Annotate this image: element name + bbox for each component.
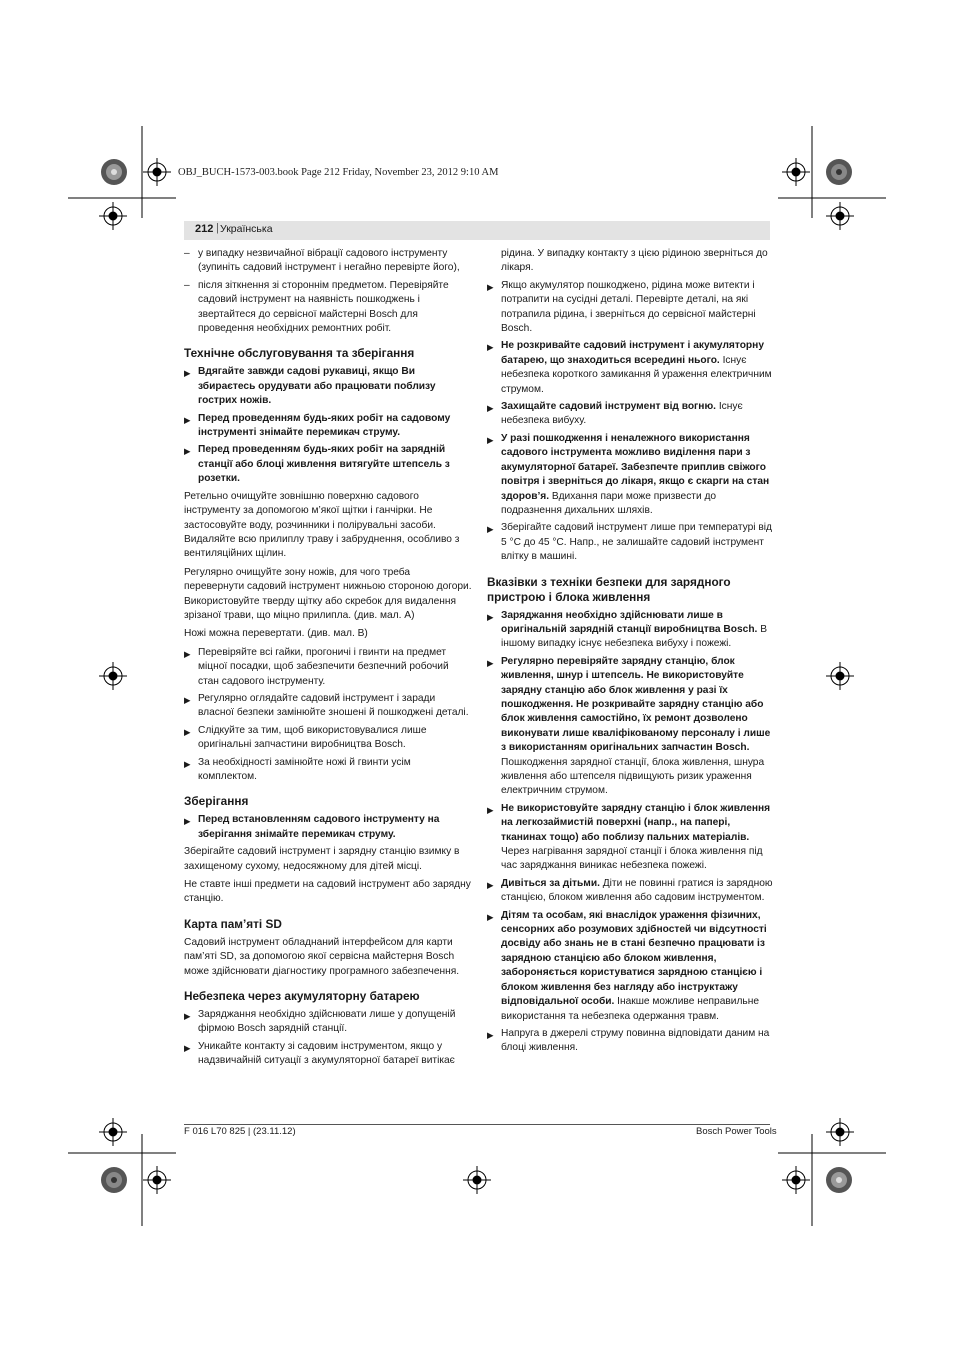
bullet-item: ▶ Уникайте контакту зі садовим інструментом, якщо у надзвичайній ситуації з акумуляторної батареї витікає [184, 1040, 455, 1067]
paragraph: Садовий інструмент обладнаний інтерфейсом для карти пам’яті SD, за допомогою якої сервісна майстерня Bosch може здійснювати діагностику програмного забезпечення. [184, 936, 460, 977]
footer-doc-code: F 016 L70 825 | (23.11.12) [184, 1126, 296, 1137]
bullet-item: ▶ Якщо акумулятор пошкоджено, рідина може витекти і потрапити на сусідні деталі. Перевірте деталі, на які потрапила рідина, і зверніться до сервісної майстерні Bosch. [487, 279, 756, 335]
bullet-item: ▶ Перевіряйте всі гайки, прогоничі і гвинти на предмет міцної посадки, щоб забезпечити безпечний робочий стан садового інструменту. [184, 646, 449, 687]
warning-bullet: ▶ Перед проведенням будь-яких робіт на зарядній станції або блоці живлення витягуйте штепсель з розетки. [184, 444, 450, 485]
bullet-item: ▶ Напруга в джерелі струму повинна відповідати даним на блоці живлення. [487, 1027, 770, 1054]
header-separator: | [216, 222, 219, 234]
dash-item: – у випадку незвичайної вібрації садового інструменту (зупиніть садовий інструмент і негайно перевірте його), [184, 248, 460, 274]
warning-bullet: ▶ Вдягайте завжди садові рукавиці, якщо Ви збираєтесь орудувати або працювати поблизу гострих ножів. [184, 366, 436, 407]
bullet-item: ▶ Регулярно оглядайте садовий інструмент і заради власної безпеки замінюйте зношені й пошкоджені деталі. [184, 692, 469, 719]
bullet-item: ▶ Зберігайте садовий інструмент лише при температурі від 5 °C до 45 °C. Напр., не залишайте садовий інструмент влітку в машині. [487, 522, 772, 563]
paragraph: Регулярно очищуйте зону ножів, для чого треба перевернути садовий інструмент нижньою стороною догори. Використовуйте тверду щітку або скребок для видалення зрізаної трави, що міцно прилипла. (див. мал. A) [184, 566, 472, 621]
section-heading-battery: Небезпека через акумуляторну батарею [184, 989, 420, 1004]
warning-bullet: ▶ Дивіться за дітьми. Діти не повинні гратися із зарядною станцією, блоком живлення або садовим інструментом. [487, 877, 773, 904]
warning-bullet: ▶ Перед проведенням будь-яких робіт на садовому інструменті знімайте перемикач струму. [184, 412, 451, 439]
warning-bullet: ▶ Регулярно перевіряйте зарядну станцію, блок живлення, шнур і штепсель. Не використовуйте зарядну станцію або блок живлення у разі їх пошкодження. Не розкривайте зарядну станцію або блок живлення самостійно, їх ремонт дозволено виконувати лише кваліфікованому персоналу і лише з використанням оригінальних запчастин Bosch. Пошкодження зарядної станції, блока живлення, шнура живлення або штепселя підвищують ризик ураження електричним струмом. [487, 655, 771, 797]
warning-bullet: ▶ Не використовуйте зарядну станцію і блок живлення на легкозаймистій поверхні (напр., на папері, тканинах тощо) або поблизу пальних матеріалів. Через нагрівання зарядної станції і блока живлення під час заряджання виникає небезпека пожежі. [487, 802, 771, 872]
warning-bullet: ▶ Дітям та особам, які внаслідок ураження фізичних, сенсорних або розумових здібностей чи відсутності досвіду або знань не в стані безпечно працювати із зарядною станцією або блоком живлення, забороняється користуватися зарядною станцією і блоком живлення без нагляду або інструктажу відповідальної особи. Інакше можливе неправильне використання та небезпека одержання травм. [487, 909, 767, 1022]
bullet-item: ▶ Слідкуйте за тим, щоб використовувалися лише оригінальні запчастини виробництва Bosch. [184, 724, 427, 751]
language-label: Українська [220, 223, 273, 235]
page-header-bar [184, 221, 770, 240]
left-column [184, 247, 472, 1072]
footer-rule [184, 1124, 770, 1125]
paragraph: Ретельно очищуйте зовнішню поверхню садового інструменту за допомогою м’якої щітки і ганчірки. Не застосовуйте воду, розчинники і полірувальні засоби. Видаляйте всю прилиплу траву і забруднення, особливо з вентиляційних щілин. [184, 490, 460, 560]
paragraph: Зберігайте садовий інструмент і зарядну станцію взимку в захищеному сухому, недосяжному для дітей місці. [184, 846, 460, 872]
bullet-item: ▶ Заряджання необхідно здійснювати лише у допущеній фірмою Bosch зарядній станції. [184, 1009, 456, 1035]
paragraph: Ножі можна перевертати. (див. мал. B) [184, 628, 368, 640]
section-heading-charger-safety: Вказівки з техніки безпеки для зарядного пристрою і блока живлення [487, 574, 731, 604]
section-heading-storage: Зберігання [184, 794, 249, 809]
section-heading-sd-card: Карта пам’яті SD [184, 916, 282, 931]
dash-item: – після зіткнення зі стороннім предметом. Перевіряйте садовий інструмент на наявність пошкоджень і звертайтеся до сервісної майстерні Bosch для проведення необхідних ремонтних робіт. [184, 279, 449, 335]
warning-bullet: ▶ Захищайте садовий інструмент від вогню. Існує небезпека вибуху. [487, 401, 743, 427]
continued-text: рідина. У випадку контакту з цією рідиною зверніться до лікаря. [501, 248, 768, 274]
section-heading-maintenance: Технічне обслуговування та зберігання [184, 346, 415, 361]
warning-bullet: ▶ Заряджання необхідно здійснювати лише в оригінальній зарядній станції виробництва Bosch. В іншому випадку існує небезпека вибуху і пожежі. [487, 609, 768, 650]
paragraph: Не ставте інші предмети на садовий інструмент або зарядну станцію. [184, 879, 471, 905]
page-number: 212 [195, 223, 214, 235]
warning-bullet: ▶ Не розкривайте садовий інструмент і акумуляторну батарею, що знаходиться всередині нього. Існує небезпека короткого замикання й ураження електричним струмом. [487, 340, 772, 395]
warning-bullet: ▶ У разі пошкодження і неналежного використання садового інструмента можливо виділення пари з акумуляторної батареї. Забезпечте приплив свіжого повітря і зверніться до лікаря, якщо є скарги на стан здоров’я. Вдихання пари може призвести до подразнення дихальних шляхів. [487, 432, 770, 516]
right-column [487, 247, 775, 1059]
warning-bullet: ▶ Перед встановленням садового інструменту на зберігання знімайте перемикач струму. [184, 814, 440, 840]
print-slug: OBJ_BUCH-1573-003.book Page 212 Friday, November 23, 2012 9:10 AM [178, 167, 499, 178]
bullet-item: ▶ За необхідності замінюйте ножі й гвинти усім комплектом. [184, 756, 411, 782]
footer-brand: Bosch Power Tools [696, 1126, 777, 1137]
